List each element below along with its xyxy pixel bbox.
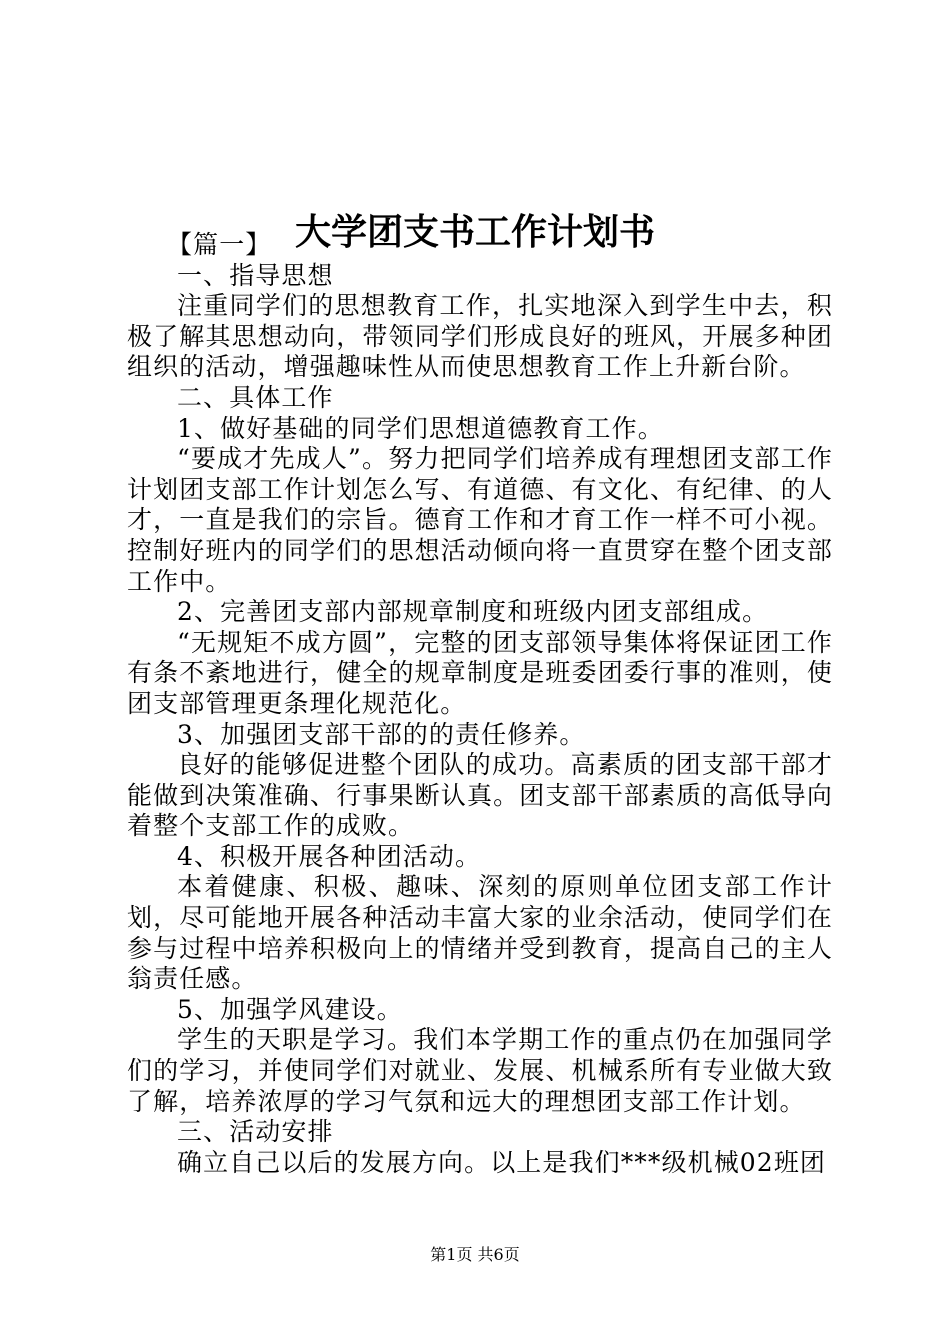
section-heading: 三、活动安排: [177, 1117, 334, 1147]
section-heading: 一、指导思想: [177, 260, 334, 290]
paragraph: “要成才先成人”。努力把同学们培养成有理想团支部工作计划团支部工作计划怎么写、有道德、有文化、有纪律、的人才，一直是我们的宗旨。德育工作和才育工作一样不可小视。控制好班内的同学们的思想活动倾向将一直贯穿在整个团支部工作中。: [127, 444, 833, 596]
part-label: 【篇一】: [167, 230, 272, 259]
subsection-heading: 1、做好基础的同学们思想道德教育工作。: [177, 413, 664, 443]
subsection-heading: 5、加强学风建设。: [177, 994, 403, 1024]
document-body: [127, 230, 833, 1178]
page-title: 大学团支书工作计划书: [294, 211, 655, 254]
paragraph: 本着健康、积极、趣味、深刻的原则单位团支部工作计划，尽可能地开展各种活动丰富大家的业余活动，使同学们在参与过程中培养积极向上的情绪并受到教育，提高自己的主人翁责任感。: [127, 872, 833, 994]
paragraph: 确立自己以后的发展方向。以上是我们***级机械02班团: [177, 1147, 827, 1177]
subsection-heading: 4、积极开展各种团活动。: [177, 841, 482, 871]
paragraph: 良好的能够促进整个团队的成功。高素质的团支部干部才能做到决策准确、行事果断认真。团支部干部素质的高低导向着整个支部工作的成败。: [127, 750, 833, 841]
paragraph: 学生的天职是学习。我们本学期工作的重点仍在加强同学们的学习，并使同学们对就业、发展、机械系所有专业做大致了解，培养浓厚的学习气氛和远大的理想团支部工作计划。: [127, 1025, 833, 1116]
section-heading: 二、具体工作: [177, 382, 334, 412]
subsection-heading: 3、加强团支部干部的的责任修养。: [177, 719, 586, 749]
paragraph: “无规矩不成方圆”，完整的团支部领导集体将保证团工作有条不紊地进行，健全的规章制度是班委团委行事的准则，使团支部管理更条理化规范化。: [127, 627, 833, 718]
paragraph: 注重同学们的思想教育工作，扎实地深入到学生中去，积极了解其思想动向，带领同学们形成良好的班风，开展多种团组织的活动，增强趣味性从而使思想教育工作上升新台阶。: [127, 291, 833, 382]
subsection-heading: 2、完善团支部内部规章制度和班级内团支部组成。: [177, 597, 769, 627]
page-footer: 第1页 共6页: [430, 1245, 520, 1264]
